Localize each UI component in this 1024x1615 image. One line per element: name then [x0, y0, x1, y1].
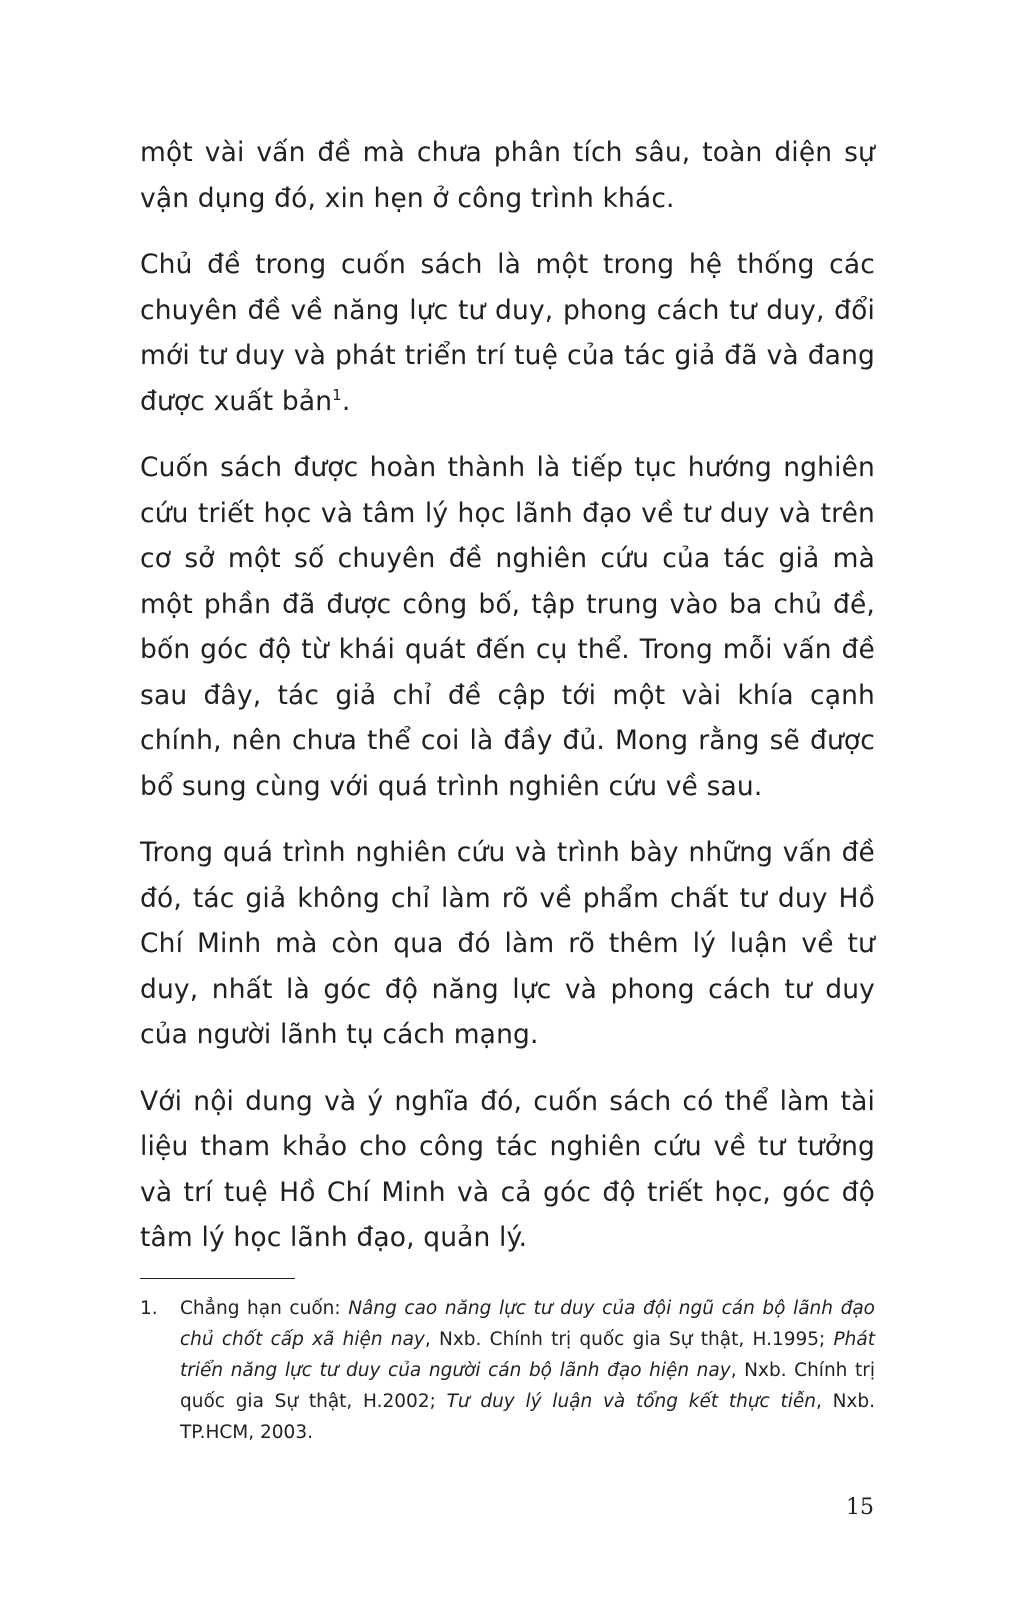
- paragraph-2: [140, 242, 875, 424]
- footnote-title-2: Phát triển năng lực tư duy của người cán bộ lãnh đạo hiện nay: [180, 1329, 875, 1381]
- footnote: [140, 1293, 875, 1448]
- footnote-title-3: Tư duy lý luận và tổng kết thực tiễn: [446, 1391, 816, 1412]
- paragraph-3: Cuốn sách được hoàn thành là tiếp tục hướng nghiên cứu triết học và tâm lý học lãnh đạo về tư duy và trên cơ sở một số chuyên đề nghiên cứu của tác giả mà một phần đã được công bố, tập trung vào ba chủ đề, bốn góc độ từ khái quát đến cụ thể. Trong mỗi vấn đề sau đây, tác giả chỉ đề cập tới một vài khía cạnh chính, nên chưa thể coi là đầy đủ. Mong rằng sẽ được bổ sung cùng với quá trình nghiên cứu về sau.: [140, 452, 875, 802]
- footnote-lead: Chẳng hạn cuốn:: [180, 1298, 349, 1319]
- page-number: 15: [846, 1495, 874, 1520]
- footnote-text: [180, 1293, 875, 1448]
- footnote-number: 1.: [140, 1298, 158, 1319]
- paragraph-5: Với nội dung và ý nghĩa đó, cuốn sách có thể làm tài liệu tham khảo cho công tác nghiên cứu về tư tưởng và trí tuệ Hồ Chí Minh và cả góc độ triết học, góc độ tâm lý học lãnh đạo, quản lý.: [140, 1085, 875, 1253]
- paragraph-4: Trong quá trình nghiên cứu và trình bày những vấn đề đó, tác giả không chỉ làm rõ về phẩm chất tư duy Hồ Chí Minh mà còn qua đó làm rõ thêm lý luận về tư duy, nhất là góc độ năng lực và phong cách tư duy của người lãnh tụ cách mạng.: [140, 837, 875, 1050]
- paragraph-2-text: Chủ đề trong cuốn sách là một trong hệ thống các chuyên đề về năng lực tư duy, phong cách tư duy, đổi mới tư duy và phát triển trí tuệ của tác giả đã và đang được xuất bản: [140, 249, 875, 417]
- footnote-title-1: Nâng cao năng lực tư duy của đội ngũ cán bộ lãnh đạo chủ chốt cấp xã hiện nay: [180, 1298, 875, 1350]
- paragraph-2-end: .: [341, 385, 351, 417]
- footnote-reference[interactable]: 1: [332, 385, 342, 404]
- footnote-divider: [140, 1278, 295, 1279]
- paragraph-1: một vài vấn đề mà chưa phân tích sâu, toàn diện sự vận dụng đó, xin hẹn ở công trình khác.: [140, 137, 875, 214]
- footnote-publisher-3: , Nxb. TP.HCM, 2003.: [180, 1391, 875, 1443]
- footnote-publisher-2: , Nxb. Chính trị quốc gia Sự thật, H.2002;: [180, 1360, 875, 1412]
- body-text: [140, 130, 875, 1282]
- footnote-publisher-1: , Nxb. Chính trị quốc gia Sự thật, H.1995;: [424, 1329, 834, 1350]
